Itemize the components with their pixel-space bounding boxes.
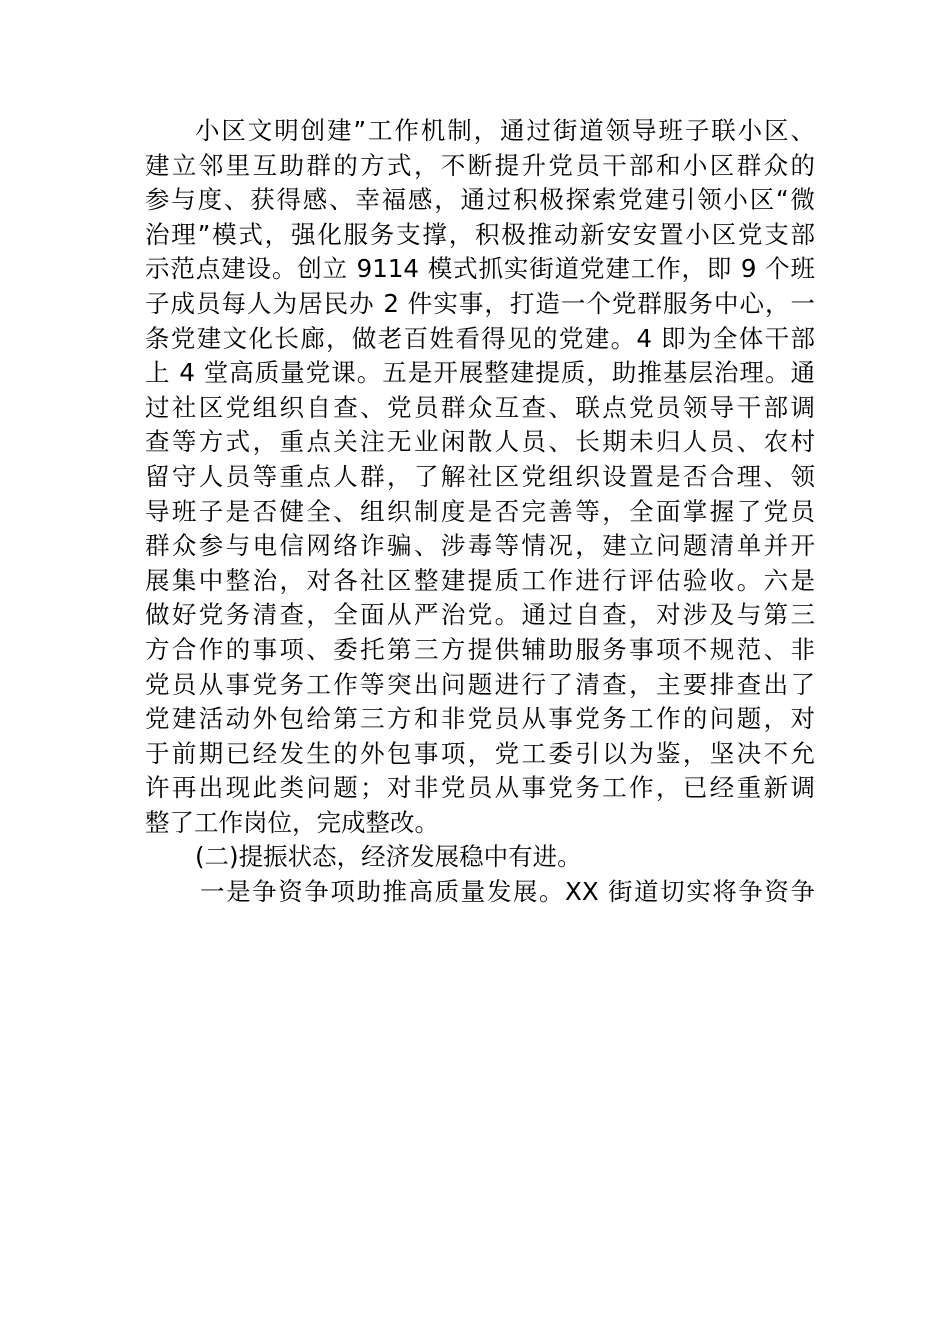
text-line: 整了工作岗位，完成整改。 (145, 807, 439, 837)
text-line: 过社区党组织自查、党员群众互查、联点党员领导干部调 (145, 392, 815, 422)
text-line: 治理”模式，强化服务支撑，积极推动新安安置小区党支部 (145, 219, 815, 249)
section-heading: (二)提振状态，经济发展稳中有进。 (195, 842, 582, 872)
text-line: 导班子是否健全、组织制度是否完善等，全面掌握了党员 (145, 496, 815, 526)
text-line: 展集中整治，对各社区整建提质工作进行评估验收。六是 (145, 565, 815, 595)
text-line: 建立邻里互助群的方式，不断提升党员干部和小区群众的 (145, 150, 815, 180)
text-line: 小区文明创建”工作机制，通过街道领导班子联小区、 (195, 116, 815, 145)
text-line: 留守人员等重点人群，了解社区党组织设置是否合理、领 (145, 461, 815, 491)
text-line: 党建活动外包给第三方和非党员从事党务工作的问题，对 (145, 704, 815, 734)
text-line: 查等方式，重点关注无业闲散人员、长期未归人员、农村 (145, 427, 815, 457)
text-line: 做好党务清查，全面从严治党。通过自查，对涉及与第三 (145, 600, 815, 630)
text-line: 许再出现此类问题；对非党员从事党务工作，已经重新调 (145, 773, 815, 803)
text-line: 群众参与电信网络诈骗、涉毒等情况，建立问题清单并开 (145, 531, 815, 561)
text-line: 子成员每人为居民办 2 件实事，打造一个党群服务中心，一 (145, 288, 815, 318)
text-line: 上 4 堂高质量党课。五是开展整建提质，助推基层治理。通 (145, 358, 815, 388)
text-line: 示范点建设。创立 9114 模式抓实街道党建工作，即 9 个班 (145, 254, 815, 284)
text-line: 条党建文化长廊，做老百姓看得见的党建。4 即为全体干部 (145, 323, 815, 353)
text-line: 党员从事党务工作等突出问题进行了清查，主要排查出了 (145, 669, 815, 699)
text-line: 于前期已经发生的外包事项，党工委引以为鉴，坚决不允 (145, 738, 815, 768)
text-line: 参与度、获得感、幸福感，通过积极探索党建引领小区“微 (145, 185, 815, 215)
text-line: 一是争资争项助推高质量发展。XX 街道切实将争资争 (200, 877, 815, 907)
text-line: 方合作的事项、委托第三方提供辅助服务事项不规范、非 (145, 634, 815, 664)
body-text (145, 114, 815, 910)
